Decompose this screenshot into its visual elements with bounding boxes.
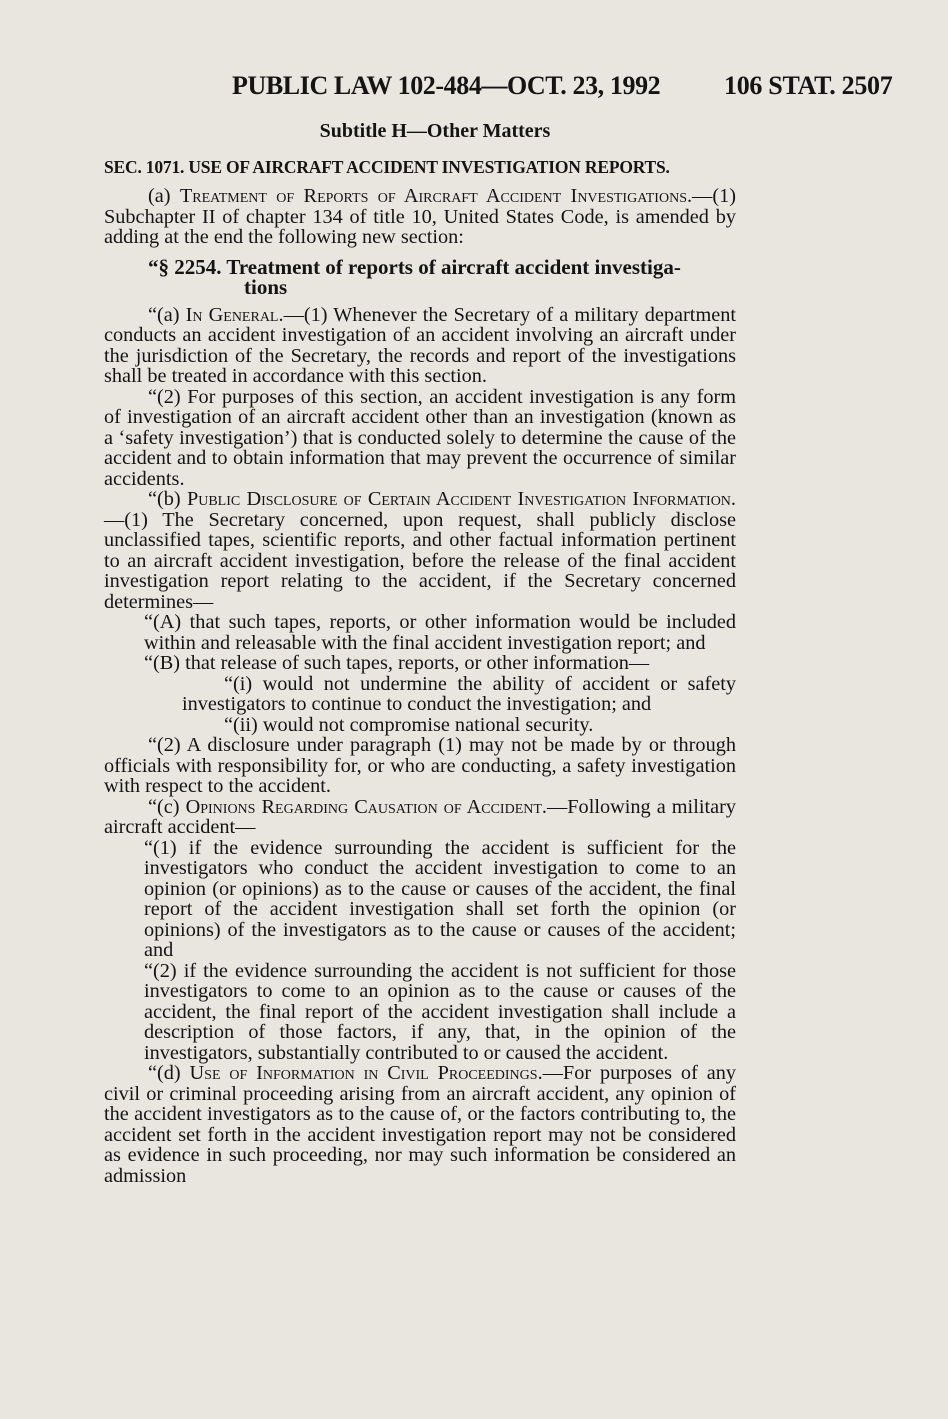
document-body xyxy=(104,121,736,1186)
stat-citation: 106 STAT. 2507 xyxy=(724,71,893,100)
paragraph-s-b2: “(2) A disclosure under paragraph (1) may not be made by or through officials with responsibility for, or who are conducting, a safety investigation with respect to the accident. xyxy=(104,734,736,797)
running-title: PUBLIC LAW 102-484—OCT. 23, 1992 xyxy=(232,71,661,100)
paragraph-s-bA: “(A) that such tapes, reports, or other information would be included within and releasable with the final accident investigation report; and xyxy=(144,611,736,654)
paragraph-s-bBii: “(ii) would not compromise national security. xyxy=(224,713,594,736)
paragraph-s-b: “(b) Public Disclosure of Certain Accident Investigation Information.—(1) The Secretary concerned, upon request, shall publicly disclose unclassified tapes, scientific reports, and other factual information pertinent to an aircraft accident investigation, before the release of the final accident investigation report relating to the accident, if the Secretary concerned determines— xyxy=(104,488,736,613)
page-header xyxy=(0,71,948,105)
paragraph-s-bB: “(B) that release of such tapes, reports, or other information— xyxy=(144,652,650,674)
new-section-heading: “§ 2254. Treatment of reports of aircraft accident investiga- tions xyxy=(148,254,681,299)
paragraph-a: (a) Treatment of Reports of Aircraft Accident Investigations.—(1) Subchapter II of chapter 134 of title 10, United States Code, is amended by adding at the end the following new section: xyxy=(104,185,736,248)
section-heading: SEC. 1071. USE OF AIRCRAFT ACCIDENT INVESTIGATION REPORTS. xyxy=(104,156,670,177)
paragraph-s-c1: “(1) if the evidence surrounding the accident is sufficient for the investigators who conduct the accident investigation to come to an opinion (or opinions) as to the cause or causes of the accident, the final report of the accident investigation shall set forth the opinion (or opinions) of the investigators as to the cause or causes of the accident; and xyxy=(144,836,736,961)
paragraph-s-c2: “(2) if the evidence surrounding the accident is not sufficient for those investigators to come to an opinion as to the cause or causes of the accident, the final report of the accident investigation shall include a description of those factors, if any, that, in the opinion of the investigators, substantially contributed to or caused the accident. xyxy=(144,959,736,1064)
paragraph-s-c: “(c) Opinions Regarding Causation of Accident.—Following a military aircraft accident— xyxy=(104,795,736,838)
subtitle-heading: Subtitle H—Other Matters xyxy=(319,120,551,142)
paragraph-s-bBi: “(i) would not undermine the ability of accident or safety investigators to continue to conduct the investigation; and xyxy=(182,672,736,715)
paragraph-s-a2: “(2) For purposes of this section, an accident investigation is any form of investigation of an aircraft accident other than an investigation (known as a ‘safety investigation’) that is conducted solely to determine the cause of the accident and to obtain information that may prevent the occurrence of similar accidents. xyxy=(104,385,736,490)
paragraph-s-d: “(d) Use of Information in Civil Proceedings.—For purposes of any civil or criminal proceeding arising from an aircraft accident, any opinion of the accident investigators as to the cause of, or the factors contributing to, the accident set forth in the accident investigation report may not be considered as evidence in such proceeding, nor may such information be considered an admission xyxy=(104,1062,736,1187)
paragraph-s-a: “(a) In General.—(1) Whenever the Secretary of a military department conducts an accident investigation of an accident involving an aircraft under the jurisdiction of the Secretary, the records and report of the investigations shall be treated in accordance with this section. xyxy=(104,303,736,387)
